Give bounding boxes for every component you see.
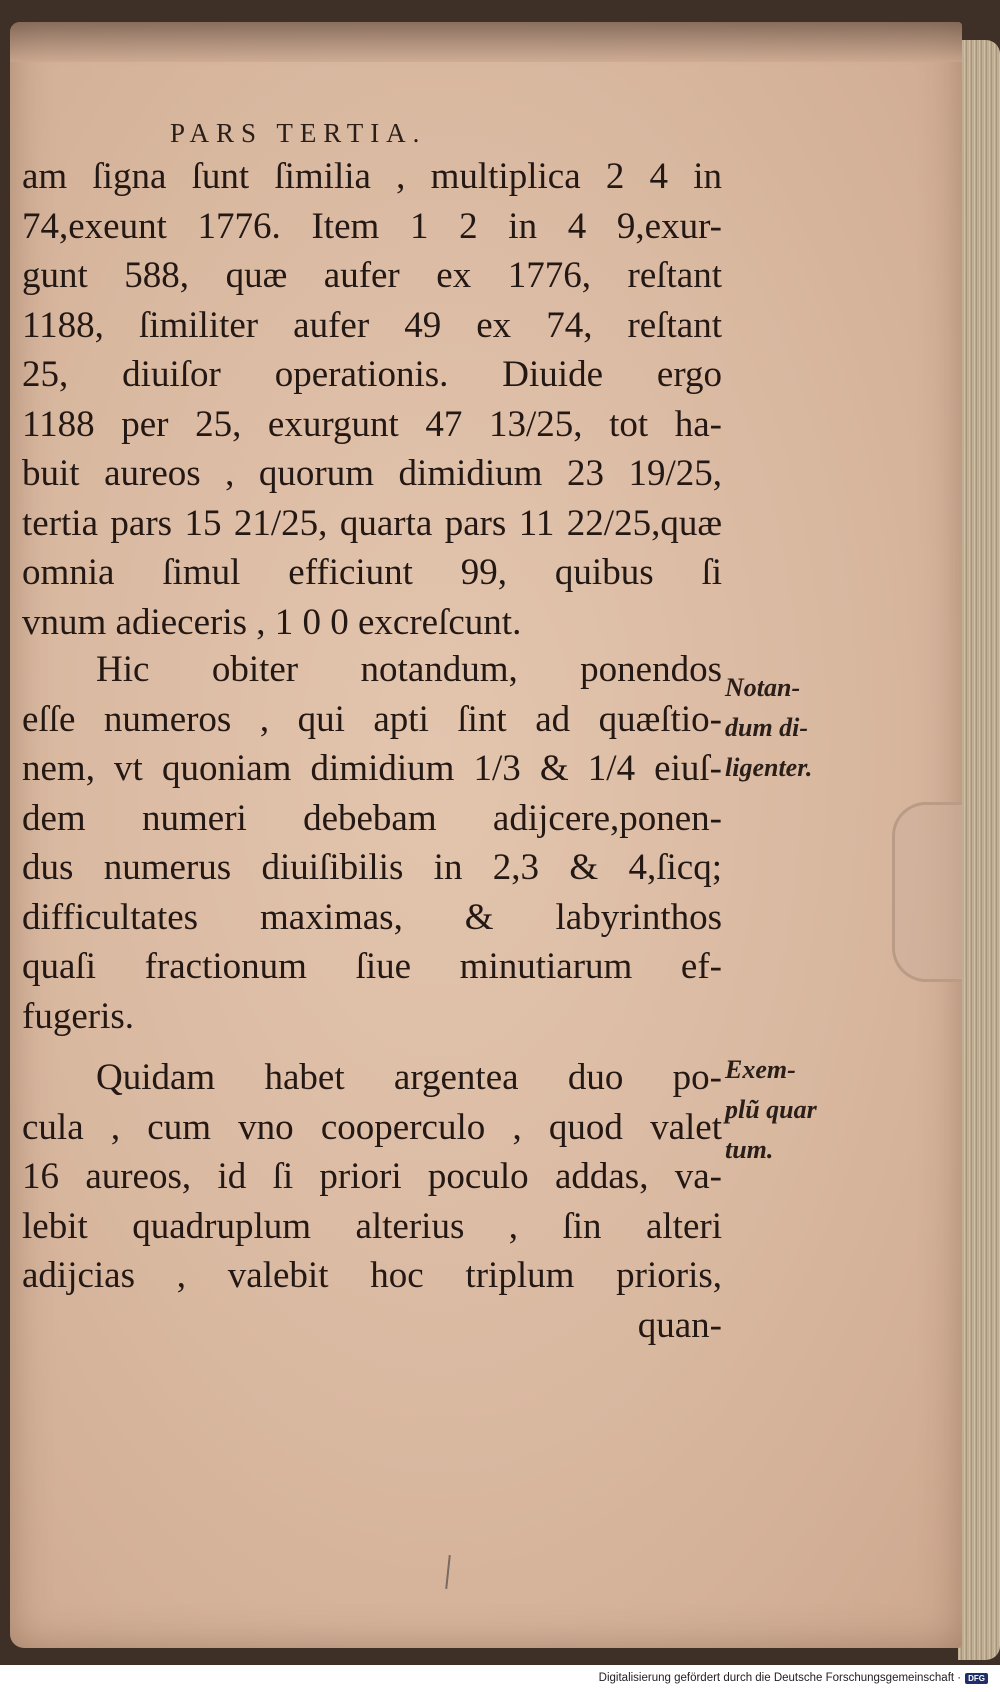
margin-note-line: tum. [725,1135,774,1164]
paragraph-1 [22,152,722,647]
margin-note [725,668,865,788]
text-line: gunt 588, quæ aufer ex 1776, reſtant [22,255,722,296]
text-line: nem, vt quoniam dimidium 1/3 & 1/4 eiuſ- [22,748,722,789]
text-line: dem numeri debebam adijcere,ponen- [22,797,722,839]
text-line: 74,exeunt 1776. Item 1 2 in 4 9,exur- [22,205,722,247]
text-line: tertia pars 15 21/25, quarta pars 11 22/25,quæ [22,502,722,544]
text-line: adijcias , valebit hoc triplum prioris, [22,1255,722,1296]
text-line: 1188 per 25, exurgunt 47 13/25, tot ha- [22,403,722,445]
text-line: Quidam habet argentea duo po- [96,1057,722,1098]
text-line: buit aureos , quorum dimidium 23 19/25, [22,453,722,494]
text-line: lebit quadruplum alterius , ſin alteri [22,1205,722,1247]
text-line: fugeris. [22,995,134,1037]
margin-note [725,1050,865,1170]
margin-note-line: Notan- [725,673,801,702]
text-line: Hic obiter notandum, ponendos [96,649,722,690]
text-line: 25, diuiſor operationis. Diuide ergo [22,354,722,395]
page-clip [892,802,962,982]
text-line: 1188, ſimiliter aufer 49 ex 74, reſtant [22,304,722,346]
running-head: PARS TERTIA. [170,118,427,148]
page-top-shadow [10,22,962,62]
text-line: vnum adieceris , 1 0 0 excreſcunt. [22,601,522,643]
catchword: quan- [637,1304,722,1346]
margin-note-line: ligenter. [725,753,813,782]
text-line: omnia ſimul efficiunt 99, quibus ſi [22,552,722,593]
margin-note-line: Exem- [725,1055,796,1084]
dfg-logo-icon: DFG [965,1673,988,1684]
digitization-credit [599,1672,988,1684]
paragraph-3 [22,1053,722,1350]
paragraph-2 [22,645,722,1041]
text-line: dus numerus diuiſibilis in 2,3 & 4,ſicq; [22,847,722,888]
credit-text: Digitalisierung gefördert durch die Deutsche Forschungsgemeinschaft · [598,1672,962,1684]
page-edges [958,40,1000,1660]
text-line: quaſi fractionum ſiue minutiarum ef- [22,946,722,987]
margin-note-line: plũ quar [725,1095,817,1124]
text-line: cula , cum vno cooperculo , quod valet [22,1106,722,1148]
text-line: 16 aureos, id ſi priori poculo addas, va- [22,1156,722,1197]
text-line: difficultates maximas, & labyrinthos [22,896,722,938]
text-line: eſſe numeros , qui apti ſint ad quæſtio- [22,698,722,740]
text-line: am ſigna ſunt ſimilia , multiplica 2 4 in [22,156,722,197]
margin-note-line: dum di- [725,713,809,742]
